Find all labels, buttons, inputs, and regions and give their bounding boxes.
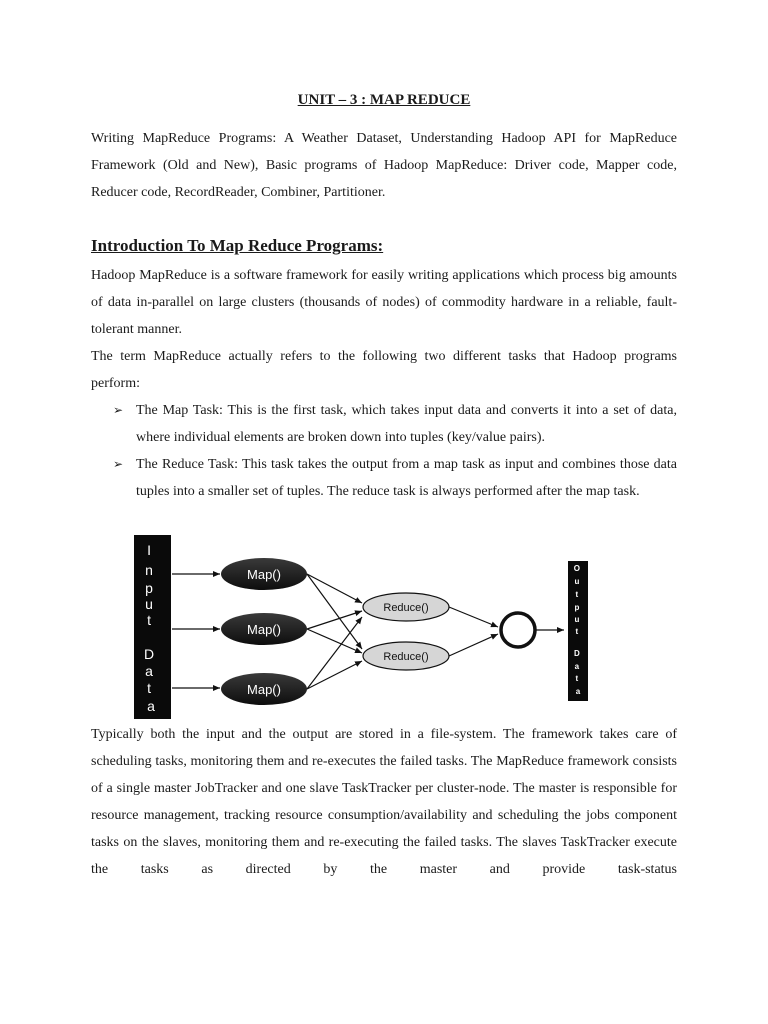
map-label: Map() bbox=[247, 682, 281, 697]
task-list bbox=[91, 397, 677, 505]
intro-paragraph: Hadoop MapReduce is a software framework for easily writing applications which process big amounts of data in-parallel on large clusters (thousands of nodes) of commodity hardware in a reliable, fault-tolerant manner. bbox=[91, 268, 677, 337]
list-item-text: The Map Task: This is the first task, which takes input data and converts it into a set of data, where individual elements are broken down into tuples (key/value pairs). bbox=[136, 403, 677, 445]
input-data-label: I n p u t D a t a bbox=[143, 542, 155, 714]
unit-title: UNIT – 3 : MAP REDUCE bbox=[297, 92, 471, 108]
map-label: Map() bbox=[247, 622, 281, 637]
map-label: Map() bbox=[247, 567, 281, 582]
arrow-bullet-icon: ➢ bbox=[113, 457, 124, 471]
reduce-label: Reduce() bbox=[383, 602, 429, 614]
mapreduce-flow-diagram bbox=[134, 533, 594, 721]
term-paragraph: The term MapReduce actually refers to the following two different tasks that Hadoop programs perform: bbox=[91, 349, 677, 391]
closing-paragraph: Typically both the input and the output are stored in a file-system. The framework takes care of scheduling tasks, monitoring them and re-executes the failed tasks. The MapReduce framework consists of a single master JobTracker and one slave TaskTracker per cluster-node. The master is responsible for resource management, tracking resource consumption/availability and scheduling the jobs component tasks on the slaves, monitoring them and re-executing the failed tasks. The slaves TaskTracker execute the tasks as directed by the master and provide task-status bbox=[91, 727, 677, 877]
section-heading: Introduction To Map Reduce Programs: bbox=[91, 236, 384, 255]
output-collector-node bbox=[501, 613, 535, 647]
map-node-3 bbox=[221, 673, 307, 705]
output-data-label: O u t p u t D a t a bbox=[573, 564, 581, 696]
list-item-map-task bbox=[91, 397, 677, 451]
overview-paragraph: Writing MapReduce Programs: A Weather Dataset, Understanding Hadoop API for MapReduce Framework (Old and New), Basic programs of Hadoop MapReduce: Driver code, Mapper code, Reducer code, RecordReader, Combiner, Partitioner. bbox=[91, 131, 677, 200]
list-item-text: The Reduce Task: This task takes the output from a map task as input and combines those data tuples into a smaller set of tuples. The reduce task is always performed after the map task. bbox=[136, 457, 677, 499]
reduce-label: Reduce() bbox=[383, 651, 429, 663]
reduce-node-1 bbox=[363, 593, 449, 621]
list-item-reduce-task bbox=[91, 451, 677, 505]
arrow-bullet-icon: ➢ bbox=[113, 403, 124, 417]
map-node-2 bbox=[221, 613, 307, 645]
reduce-node-2 bbox=[363, 642, 449, 670]
map-node-1 bbox=[221, 558, 307, 590]
